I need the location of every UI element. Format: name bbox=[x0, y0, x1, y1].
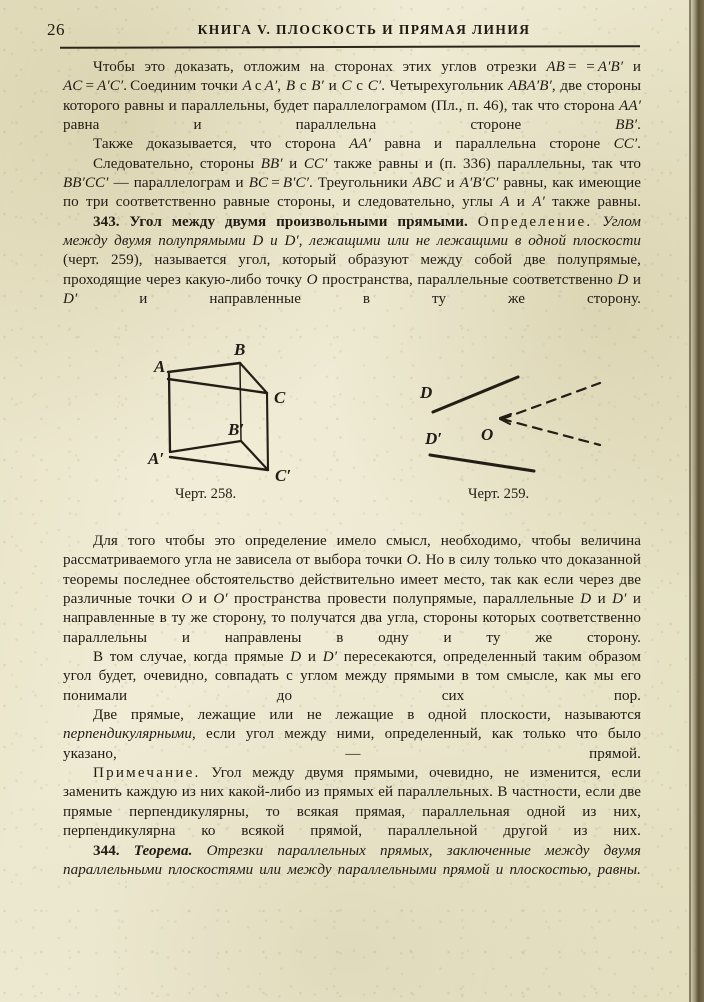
section-343-title: Угол между двумя произвольными прямыми. bbox=[129, 213, 468, 230]
paragraph-2: Также доказывается, что сторона AA′ равна и параллельна стороне CC′. bbox=[93, 136, 641, 153]
label-D: D bbox=[420, 383, 433, 402]
section-344-title: Теорема. bbox=[133, 842, 193, 859]
section-344 bbox=[63, 842, 641, 881]
section-344-body: Отрезки параллельных прямых, заключенные между двумя параллельными плоскостями или между параллельными прямой и плоскостью, равны. bbox=[63, 842, 641, 878]
edge-Bprime-Cprime bbox=[241, 441, 268, 470]
figure-258-prism bbox=[168, 363, 268, 470]
edge-C-Cprime bbox=[267, 394, 268, 470]
label-Bprime: B′ bbox=[228, 420, 245, 439]
label-B: B bbox=[234, 340, 246, 359]
paragraph-6: Две прямые, лежащие или не лежащие в одной плоскости, называются перпендикулярными, если угол между ними, определенный, как только что было указано, — прямой. bbox=[63, 707, 641, 762]
edge-A-Aprime bbox=[169, 374, 170, 452]
paragraph-3: Следовательно, стороны BB′ и CC′ также равны и (п. 336) параллельны, так что BB′CC′ — параллелограм и BC = B′C′. Треугольники ABC и A′B′C′ равны, как имеющие по три соответственно равные стороны, и следовательно, углы A и A′ также равны. bbox=[63, 155, 642, 211]
line-D bbox=[433, 377, 518, 412]
edge-Aprime-Bprime bbox=[170, 441, 241, 452]
section-343: 343. Угол между двумя произвольными прямыми. Определение. Углом между двумя полупрямыми D и D′, лежащими или не лежащими в одной плоскости (черт. 259), называется угол, который образуют между собой две полупрямые, проходящие через какую-либо точку O пространства, параллельные соответственно D и D′ и направленные в ту же сторону. bbox=[63, 213, 642, 308]
label-A: A bbox=[154, 357, 166, 376]
paragraph-1: Чтобы это доказать, отложим на сторонах этих углов отрезки AB = = A′B′ и AC = A′C′. Соединим точки A с A′, B с B′ и C с C′. Четырехугольник ABA′B′, две стороны которого равны и параллельны, будет параллелограмом (Пл., п. 46), так что сторона AA′ равна и параллельна стороне BB′. bbox=[63, 59, 642, 134]
dashed-ray-lower bbox=[502, 419, 600, 445]
scan-edge-shadow bbox=[690, 0, 704, 1002]
running-head bbox=[0, 20, 704, 46]
label-Aprime: A′ bbox=[148, 449, 165, 468]
figure-259-caption: Черт. 259. bbox=[468, 486, 530, 502]
header-rule bbox=[60, 45, 640, 49]
figure-259-angle bbox=[430, 377, 600, 471]
edge-Cprime-Aprime bbox=[170, 457, 268, 470]
paragraph-7-note: Примечание. Угол между двумя прямыми, очевидно, не изменится, если заменить каждую из них какой-либо из прямых ей параллельных. В частности, если две прямые перпендикулярны, то всякая прямая, параллельная одной из них, перпендикулярна ко всякой прямой, параллельной другой из них. bbox=[63, 765, 641, 840]
label-O: O bbox=[481, 425, 494, 444]
page-body-text-lower bbox=[63, 532, 641, 880]
definition-label: Определение. bbox=[477, 213, 593, 230]
dashed-ray-upper bbox=[502, 383, 600, 419]
running-title: КНИГА V. ПЛОСКОСТЬ И ПРЯМАЯ ЛИНИЯ bbox=[197, 22, 531, 37]
edge-C-A bbox=[168, 379, 267, 393]
paragraph-5: В том случае, когда прямые D и D′ пересекаются, определенный таким образом угол будет, очевидно, совпадать с углом между прямыми в том смысле, как мы его понимали до сих пор. bbox=[63, 649, 641, 704]
line-Dprime bbox=[430, 455, 534, 471]
edge-A-B bbox=[168, 363, 240, 372]
figure-258-caption: Черт. 258. bbox=[175, 486, 237, 502]
page-number: 26 bbox=[47, 20, 65, 39]
section-343-number: 343. bbox=[93, 213, 120, 230]
label-C: C bbox=[274, 388, 286, 407]
edge-B-C bbox=[240, 363, 267, 393]
note-label: Примечание. bbox=[93, 765, 201, 782]
page-body-text bbox=[63, 58, 641, 309]
figure-captions bbox=[0, 486, 704, 508]
label-Dprime: D′ bbox=[425, 429, 443, 448]
label-Cprime: C′ bbox=[275, 466, 292, 485]
section-344-number: 344. bbox=[93, 842, 120, 859]
paragraph-4: Для того чтобы это определение имело смысл, необходимо, чтобы величина рассматриваемого угла не зависела от выбора точки O. Но в силу только что доказанной теоремы последнее обстоятельство действительно имеет место, так как если через две различные точки O и O′ пространства провести полупрямые, параллельные D и D′ и направленные в ту же сторону, то получатся два угла, стороны которых соответственно параллельны и направлены в одну и ту же сторону. bbox=[63, 533, 642, 646]
